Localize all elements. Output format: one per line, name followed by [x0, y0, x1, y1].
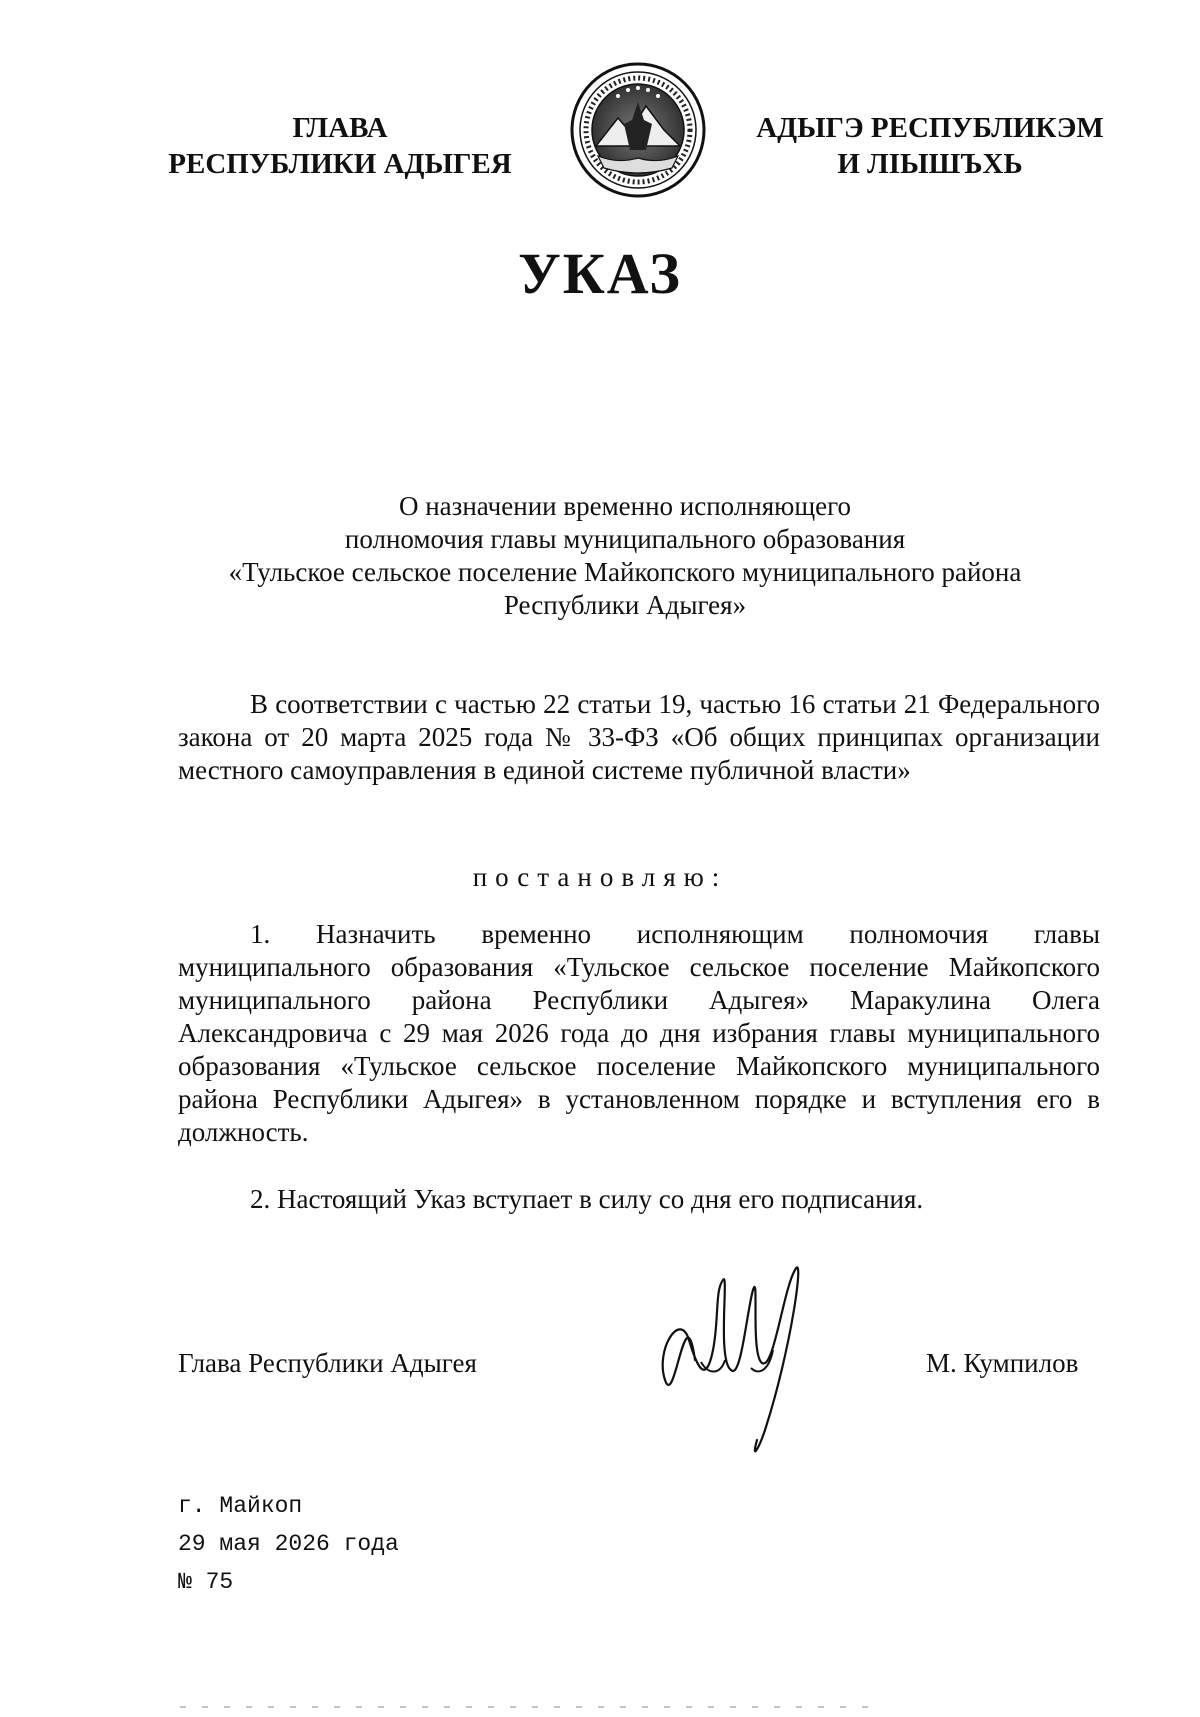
preamble-paragraph: В соответствии с частью 22 статьи 19, частью 16 статьи 21 Федерального закона от 20 марта 2025 года № 33-ФЗ «Об общих принципах организации местного самоуправления в единой системе публичной власти» [178, 689, 1100, 785]
decree-subject [150, 490, 1100, 622]
decree-item-2: 2. Настоящий Указ вступает в силу со дня его подписания. [250, 1184, 924, 1214]
issuer-title-line2: РЕСПУБЛИКИ АДЫГЕЯ [168, 148, 512, 180]
handwritten-signature-icon [655, 1250, 835, 1460]
issuer-title-adyghe-line2: И ЛІЫШЪХЬ [837, 148, 1023, 180]
issue-date: 29 мая 2026 года [178, 1531, 399, 1557]
issuer-title-adyghe [730, 110, 1130, 182]
scan-artifact-line [180, 1706, 880, 1708]
issuer-title-russian [160, 110, 520, 182]
issue-city: г. Майкоп [178, 1493, 303, 1519]
document-number: № 75 [178, 1569, 234, 1595]
coat-of-arms-emblem-icon [568, 60, 708, 200]
issuer-title-line1: ГЛАВА [292, 112, 388, 144]
document-type-title: УКАЗ [518, 241, 682, 306]
subject-line4: Республики Адыгея» [503, 590, 747, 620]
subject-line3: «Тульское сельское поселение Майкопского муниципального района [228, 557, 1022, 587]
signatory-position: Глава Республики Адыгея [178, 1348, 477, 1378]
subject-line1: О назначении временно исполняющего [398, 491, 852, 521]
issuer-title-adyghe-line1: АДЫГЭ РЕСПУБЛИКЭМ [756, 112, 1104, 144]
subject-line2: полномочия главы муниципального образования [344, 524, 906, 554]
document-requisites [178, 1487, 399, 1601]
decree-item-1: 1. Назначить временно исполняющим полномочия главы муниципального образования «Тульское сельское поселение Майкопского муниципального района Республики Адыгея» Маракулина Олега Александровича с 29 мая 2026 года до дня избрания главы муниципального образования «Тульское сельское поселение Майкопского муниципального района Республики Адыгея» в установленном порядке и вступления его в должность. [178, 919, 1100, 1147]
signatory-name: М. Кумпилов [926, 1348, 1079, 1378]
decree-word: постановляю: [472, 862, 728, 892]
